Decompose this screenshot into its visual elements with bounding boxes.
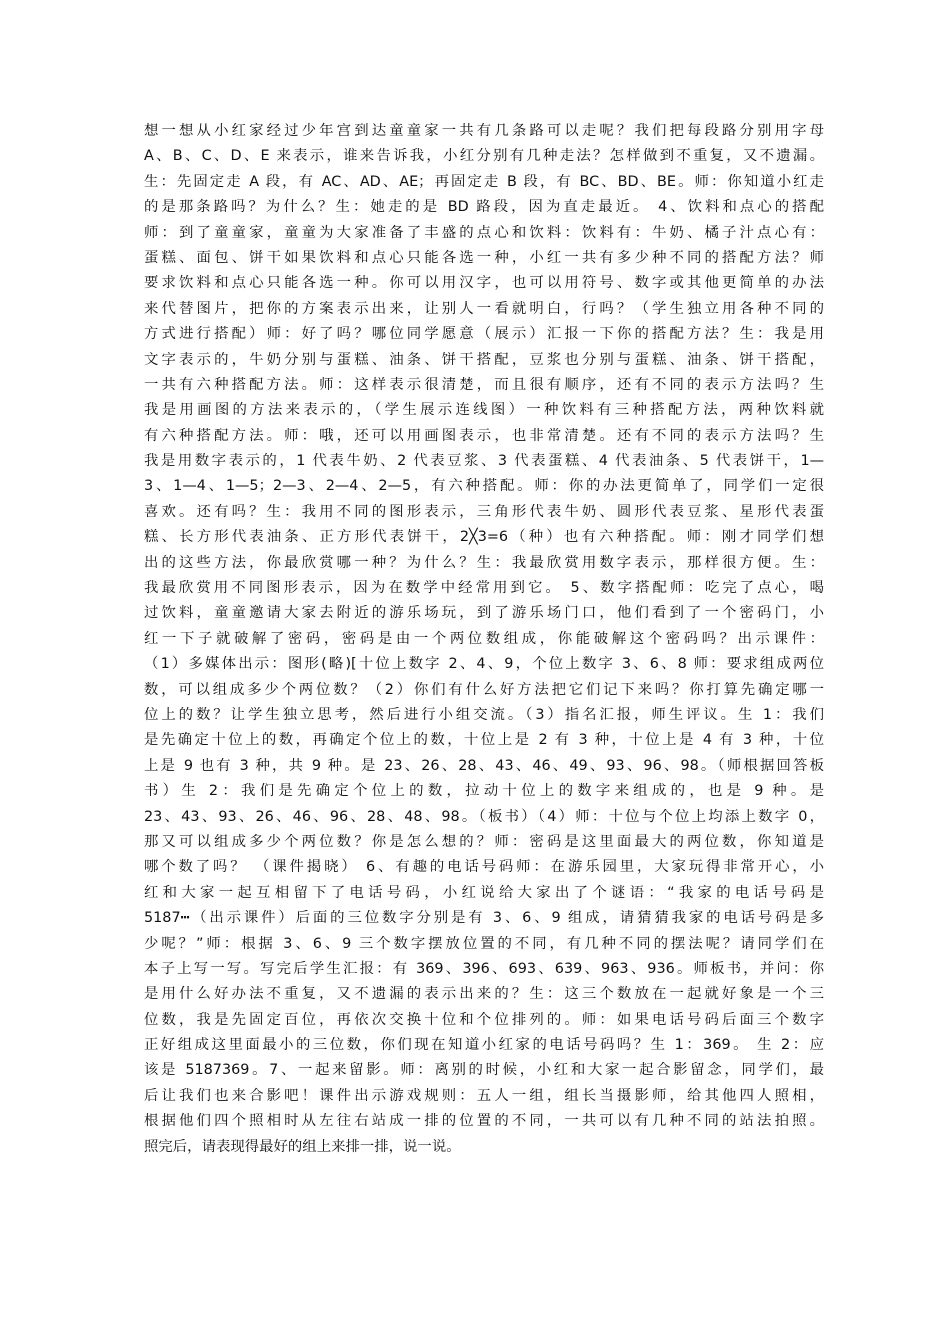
text-line: 23、43、93、26、46、96、28、48、98。（板书）（4）师：十位与个位上均添上数字 0， — [144, 808, 824, 825]
text-line: 书）生 2：我们是先确定个位上的数，拉动十位上的数字来组成的，也是 9 种。是 — [144, 783, 824, 800]
text-line: 文字表示的，牛奶分别与蛋糕、油条、饼干搭配，豆浆也分别与蛋糕、油条、饼干搭配， — [144, 351, 824, 368]
text-line: 根据他们四个照相时从左往右站成一排的位置的不同，一共可以有几种不同的站法拍照。 — [144, 1113, 824, 1130]
text-line: 本子上写一写。写完后学生汇报：有 369、396、693、639、963、936。师板书，并问：你 — [144, 960, 824, 977]
text-line: 哪个数了吗？ （课件揭晓） 6、有趣的电话号码师：在游乐园里，大家玩得非常开心，小 — [144, 859, 824, 876]
text-line: 数，可以组成多少个两位数？（2）你们有什么好方法把它们记下来吗？你打算先确定哪一 — [144, 681, 824, 698]
text-line: 上是 9 也有 3 种，共 9 种。是 23、26、28、43、46、49、93、96、98。（师根据回答板 — [144, 757, 824, 774]
text-line: 过饮料，童童邀请大家去附近的游乐场玩，到了游乐场门口，他们看到了一个密码门，小 — [144, 605, 824, 622]
text-line: 蛋糕、面包、饼干如果饮料和点心只能各选一种，小红一共有多少种不同的搭配方法？师 — [144, 249, 824, 266]
text-line: 是用什么好办法不重复，又不遗漏的表示出来的？生：这三个数放在一起就好象是一个三 — [144, 986, 824, 1003]
text-line: 照完后，请表现得最好的组上来排一排，说一说。 — [144, 1138, 461, 1155]
text-line: 方式进行搭配）师：好了吗？哪位同学愿意（展示）汇报一下你的搭配方法？生：我是用 — [144, 326, 824, 343]
text-line: 后让我们也来合影吧！课件出示游戏规则：五人一组，组长当摄影师，给其他四人照相， — [144, 1087, 824, 1104]
text-line: 生：先固定走 A 段，有 AC、AD、AE；再固定走 B 段，有 BC、BD、BE。师：你知道小红走 — [144, 173, 824, 190]
text-line: 师：到了童童家，童童为大家准备了丰盛的点心和饮料：饮料有：牛奶、橘子汁点心有： — [144, 224, 824, 241]
text-line: （1）多媒体出示：图形(略)[十位上数字 2、4、9，个位上数字 3、6、8 师：要求组成两位 — [144, 656, 824, 673]
text-line: 那又可以组成多少个两位数？你是怎么想的？师：密码是这里面最大的两位数，你知道是 — [144, 833, 824, 850]
text-line: 红一下子就破解了密码，密码是由一个两位数组成，你能破解这个密码吗？出示课件： — [144, 630, 824, 647]
text-line: 该是 5187369。7、一起来留影。师：离别的时候，小红和大家一起合影留念，同学们，最 — [144, 1062, 824, 1079]
text-line: 出的这些方法，你最欣赏哪一种？为什么？生：我最欣赏用数字表示，那样很方便。生： — [144, 554, 824, 571]
text-line: 位数，我是先固定百位，再依次交换十位和个位排列的。师：如果电话号码后面三个数字 — [144, 1011, 824, 1028]
text-line: 5187┅（出示课件）后面的三位数字分别是有 3、6、9 组成，请猜猜我家的电话号码是多 — [144, 910, 824, 927]
text-line: 少呢？”师：根据 3、6、9 三个数字摆放位置的不同，有几种不同的摆法呢？请同学们在 — [144, 935, 824, 952]
text-line: 要求饮料和点心只能各选一种。你可以用汉字，也可以用符号、数字或其他更简单的办法 — [144, 275, 824, 292]
text-line: 红和大家一起互相留下了电话号码，小红说给大家出了个谜语：“我家的电话号码是 — [144, 884, 824, 901]
text-line: 我是用画图的方法来表示的，（学生展示连线图）一种饮料有三种搭配方法，两种饮料就 — [144, 402, 824, 419]
text-line: 喜欢。还有吗？生：我用不同的图形表示，三角形代表牛奶、圆形代表豆浆、星形代表蛋 — [144, 503, 824, 520]
text-line: 是先确定十位上的数，再确定个位上的数，十位上是 2 有 3 种，十位上是 4 有 3 种，十位 — [144, 732, 824, 749]
text-line: 3、1—4、1—5；2—3、2—4、2—5，有六种搭配。师：你的办法更简单了，同学们一定很 — [144, 478, 824, 495]
text-line: 位上的数？让学生独立思考，然后进行小组交流。（3）指名汇报，师生评议。生 1：我们 — [144, 706, 824, 723]
text-line: 有六种搭配方法。师：哦，还可以用画图表示，也非常清楚。还有不同的表示方法吗？生 — [144, 427, 824, 444]
text-line: A、B、C、D、E 来表示，谁来告诉我，小红分别有几种走法？怎样做到不重复，又不遗漏。 — [144, 148, 824, 165]
text-line: 正好组成这里面最小的三位数，你们现在知道小红家的电话号码吗？生 1：369。 生 2：应 — [144, 1037, 824, 1054]
text-line: 一共有六种搭配方法。师：这样表示很清楚，而且很有顺序，还有不同的表示方法吗？生 — [144, 376, 824, 393]
body-text — [144, 119, 824, 1160]
text-line: 我是用数字表示的，1 代表牛奶、2 代表豆浆、3 代表蛋糕、4 代表油条、5 代表饼干，1— — [144, 453, 824, 470]
text-line: 想一想从小红家经过少年宫到达童童家一共有几条路可以走呢？我们把每段路分别用字母 — [144, 123, 824, 139]
text-line: 我最欣赏用不同图形表示，因为在数学中经常用到它。 5、数字搭配师：吃完了点心，喝 — [144, 580, 824, 597]
text-line: 来代替图片，把你的方案表示出来，让别人一看就明白，行吗？（学生独立用各种不同的 — [144, 300, 824, 317]
text-line: 的是那条路吗？为什么？生：她走的是 BD 路段，因为直走最近。 4、饮料和点心的搭配 — [144, 199, 824, 216]
text-line: 糕、长方形代表油条、正方形代表饼干，2╳3=6（种）也有六种搭配。师：刚才同学们想 — [144, 529, 824, 546]
